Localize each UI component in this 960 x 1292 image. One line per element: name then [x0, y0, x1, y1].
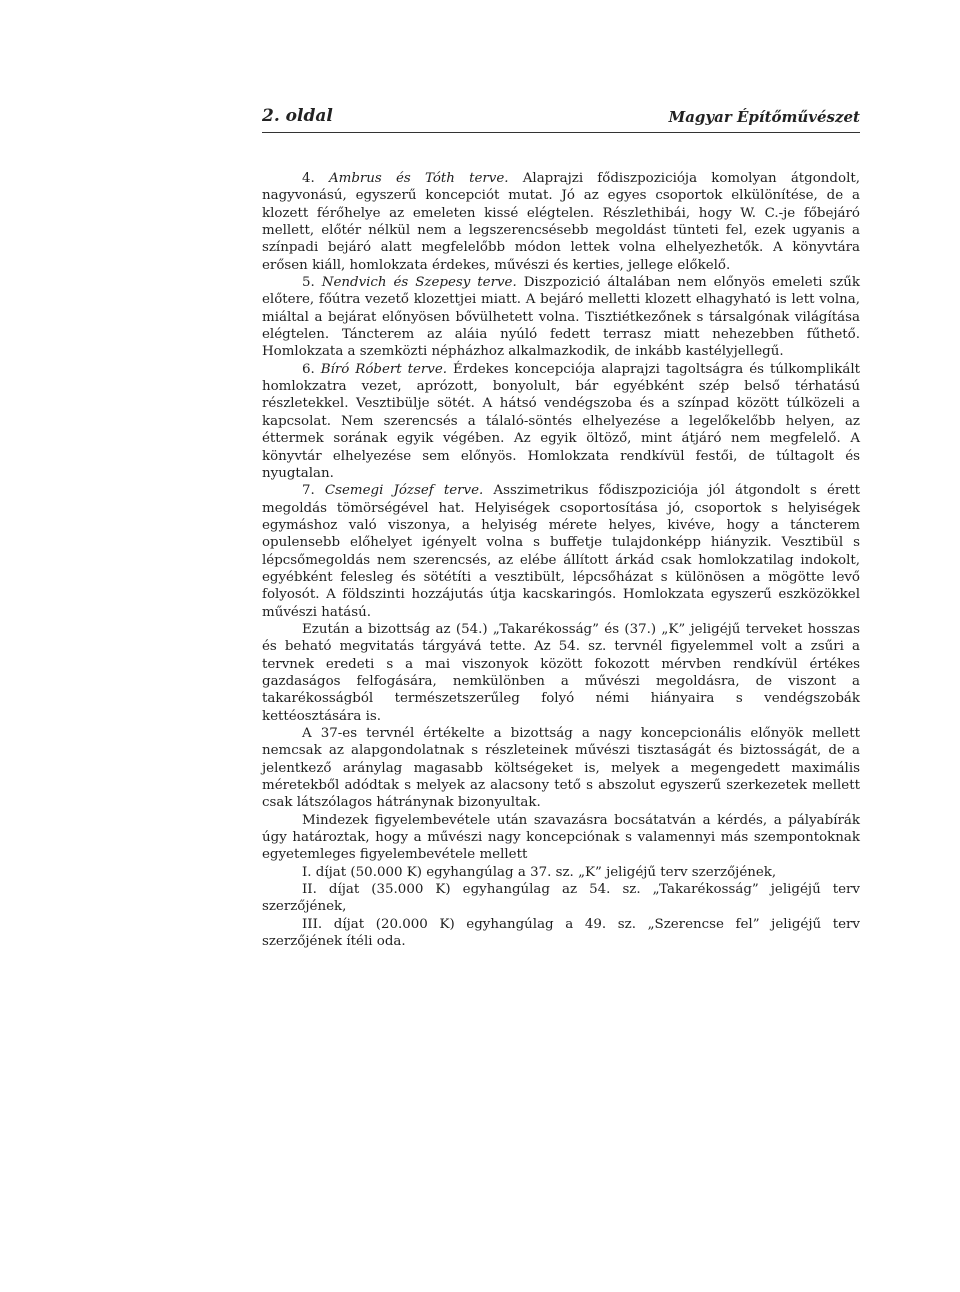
entry-number: 5.: [302, 275, 315, 291]
journal-title: Magyar Építőművészet: [668, 108, 860, 126]
paragraph-text: Ezután a bizottság az (54.) „Takarékosság” és (37.) „K” jeligéjű terveket hosszas és beható megvitatás tárgyává tette. Az 54. sz. tervnél figyelemmel volt a zsűri a tervnek eredeti s a mai viszonyok között fokozott mérvben rendkívül értékes gazdaságos felfogására, nemkülönben a művészi megoldásra, de viszont a takarékosságból természetszerűleg folyó némi hiányaira s vendégszobák kettéosztására is.: [262, 621, 860, 724]
entry-authors: Nendvich és Szepesy terve.: [321, 275, 517, 291]
award-text: II. díjat (35.000 K) egyhangúlag az 54. sz. „Takarékosság” jeligéjű terv szerzőjének,: [262, 882, 860, 915]
header-rule: [262, 132, 860, 133]
entry-authors: Csemegi József terve.: [324, 483, 484, 499]
paragraph: [262, 361, 860, 482]
entry-authors: Bíró Róbert terve.: [320, 361, 448, 377]
entry-number: 4.: [302, 171, 315, 186]
paragraph-text: Diszpozició általában nem előnyös emeleti szűk előtere, főútra vezető klozettjei miatt. A bejáró melletti klozett elhagyható is lett volna, miáltal a bejárat előnyösen bővülhetett volna. Tisztiétkezőnek s társalgónak világítása elégtelen. Táncterem az aláia nyúló fedett terrasz miatt nehezebben fűthető. Homlokzata a szemközti népházhoz alkalmazkodik, de inkább kastélyjellegű.: [262, 275, 860, 360]
award-text: III. díjat (20.000 K) egyhangúlag a 49. sz. „Szerencse fel” jeligéjű terv szerzőjének ítéli oda.: [262, 916, 860, 950]
award-line: [262, 864, 860, 881]
paragraph: [262, 482, 860, 621]
award-line: [262, 881, 860, 916]
award-text: I. díjat (50.000 K) egyhangúlag a 37. sz. „K” jeligéjű terv szerzőjének,: [302, 864, 777, 880]
paragraph: [262, 170, 860, 274]
paragraph-text: Alaprajzi fődiszpoziciója komolyan átgondolt, nagyvonású, egyszerű koncepciót mutat. Jó az egyes csoportok elkülönítése, de a klozett férőhelye az emeleten kissé elégtelen. Részlethibái, hogy W. C.-je főbejáró mellett, előtér nélkül nem a legszerencsésebb megoldást tünteti fel, ezek ugyanis a színpadi bejáró alatt megfelelőbb módon lettek volna elhelyezhetők. A könyvtára erősen kiáll, homlokzata érdekes, művészi és kerties, jellege előkelő.: [262, 171, 860, 273]
article-body: [262, 170, 860, 950]
entry-number: 7.: [302, 483, 315, 499]
paragraph: [262, 812, 860, 864]
page-number-label: 2. oldal: [262, 106, 333, 126]
paragraph-text: A 37-es tervnél értékelte a bizottság a nagy koncepcionális előnyök mellett nemcsak az alapgondolatnak s részleteinek művészi tisztaságát és biztosságát, de a jelentkező aránylag magasabb költségeket is, melyek a megengedett maximális méretekből adódtak s melyek az alacsony tető s abszolut egyszerű szerkezetek mellett csak látszólagos hátránynak bizonyultak.: [262, 726, 860, 811]
award-line: [262, 916, 860, 951]
entry-authors: Ambrus és Tóth terve.: [328, 171, 509, 186]
entry-number: 6.: [302, 361, 315, 377]
paragraph-text: Mindezek figyelembevétele után szavazásra bocsátatván a kérdés, a pályabírák úgy határoztak, hogy a művészi nagy koncepciónak s valamennyi más szempontoknak egyetemleges figyelembevétele mellett: [262, 812, 860, 863]
paragraph: [262, 274, 860, 361]
page-header: [262, 106, 860, 132]
paragraph: [262, 621, 860, 725]
paragraph-text: Asszimetrikus fődiszpoziciója jól átgondolt s érett megoldás tömörségével hat. Helyiségek csoportosítása jó, csoportok s helyiségek egymáshoz való viszonya, a helyiség mérete helyes, kivéve, hogy a táncterem opulensebb előhelyet igényelt volna s buffetje tulajdonképp hiányzik. Vesztibül s lépcsőmegoldás nem szerencsés, az elébe állított árkád csak homlokzatilag indokolt, egyébként felesleg és sötétíti a vesztibült, lépcsőházat s különösen a mögötte levő folyosót. A földszinti hozzájutás útja kacskaringós. Homlokzata egyszerű eszközökkel művészi hatású.: [262, 483, 860, 620]
paragraph: [262, 725, 860, 812]
paragraph-text: Érdekes koncepciója alaprajzi tagoltságra és túlkomplikált homlokzatra vezet, aprózott, bonyolult, bár egyébként szép belső térhatású részletekkel. Vesztibülje sötét. A hátsó vendégszoba és a színpad között túlközeli a kapcsolat. Nem szerencsés a tálaló-söntés elhelyezése a legelőkelőbb helyen, az éttermek sorának egyik végében. Az egyik öltöző, mint átjáró nem megfelelő. A könyvtár elhelyezése sem előnyös. Homlokzata rendkívül festői, de túltagolt és nyugtalan.: [262, 361, 861, 481]
